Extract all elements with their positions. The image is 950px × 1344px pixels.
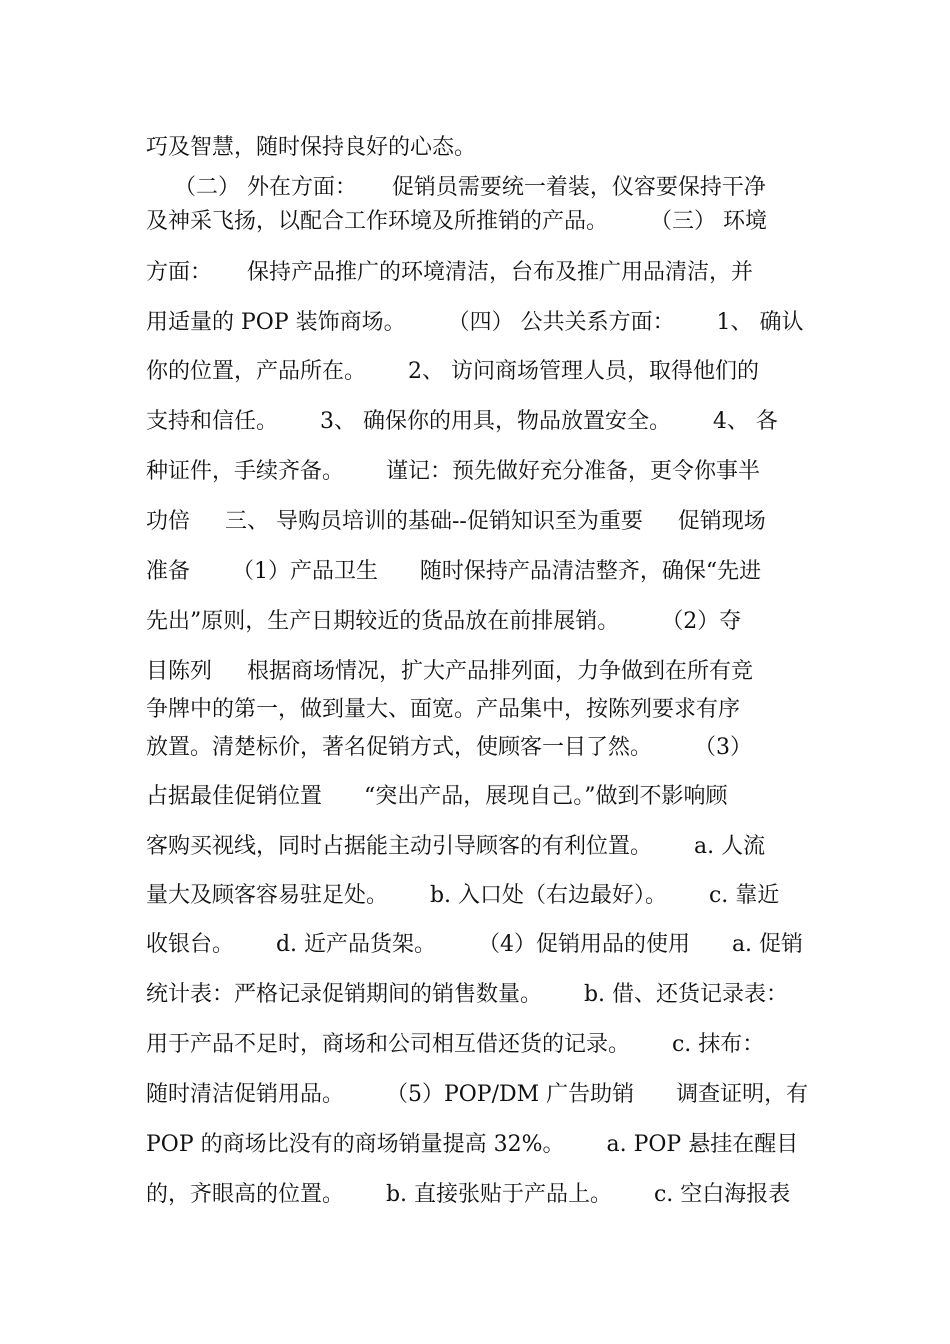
text-line: POP 的商场比没有的商场销量提高 32%。 a. POP 悬挂在醒目 — [146, 1132, 799, 1157]
text-line: 巧及智慧，随时保持良好的心态。 — [146, 135, 477, 160]
text-line: 支持和信任。 3、 确保你的用具，物品放置安全。 4、 各 — [146, 409, 778, 434]
text-line: 占据最佳促销位置 “突出产品，展现自己。”做到不影响顾 — [146, 784, 728, 809]
text-line: 准备 （1）产品卫生 随时保持产品清洁整齐，确保“先进 — [146, 559, 762, 584]
text-line: 目陈列 根据商场情况，扩大产品排列面，力争做到在所有竞 — [146, 659, 753, 684]
text-line: 你的位置，产品所在。 2、 访问商场管理人员，取得他们的 — [146, 359, 759, 384]
text-line: 用于产品不足时，商场和公司相互借还货的记录。 c. 抹布： — [146, 1032, 765, 1057]
text-line: 放置。清楚标价，著名促销方式，使顾客一目了然。 （3） — [146, 735, 752, 760]
text-line: 功倍 三、 导购员培训的基础--促销知识至为重要 促销现场 — [146, 509, 766, 534]
text-line: 方面： 保持产品推广的环境清洁，台布及推广用品清洁，并 — [146, 260, 753, 285]
text-line: 收银台。 d. 近产品货架。 （4）促销用品的使用 a. 促销 — [146, 932, 804, 957]
text-line: 争牌中的第一，做到量大、面宽。产品集中，按陈列要求有序 — [146, 697, 741, 722]
text-line: （二） 外在方面： 促销员需要统一着装，仪容要保持干净 — [146, 175, 766, 200]
text-line: 量大及顾客容易驻足处。 b. 入口处（右边最好）。 c. 靠近 — [146, 883, 780, 908]
text-line: 客购买视线，同时占据能主动引导顾客的有利位置。 a. 人流 — [146, 834, 766, 859]
text-line: 种证件，手续齐备。 谨记：预先做好充分准备，更令你事半 — [146, 459, 760, 484]
text-line: 统计表：严格记录促销期间的销售数量。 b. 借、还货记录表： — [146, 982, 789, 1007]
text-line: 用适量的 POP 装饰商场。 （四） 公共关系方面： 1、 确认 — [146, 310, 804, 335]
text-line: 及神采飞扬，以配合工作环境及所推销的产品。 （三） 环境 — [146, 209, 767, 234]
text-line: 的，齐眼高的位置。 b. 直接张贴于产品上。 c. 空白海报表 — [146, 1182, 791, 1207]
text-line: 先出”原则，生产日期较近的货品放在前排展销。 （2）夺 — [146, 609, 742, 634]
text-line: 随时清洁促销用品。 （5）POP/DM 广告助销 调查证明，有 — [146, 1082, 809, 1107]
